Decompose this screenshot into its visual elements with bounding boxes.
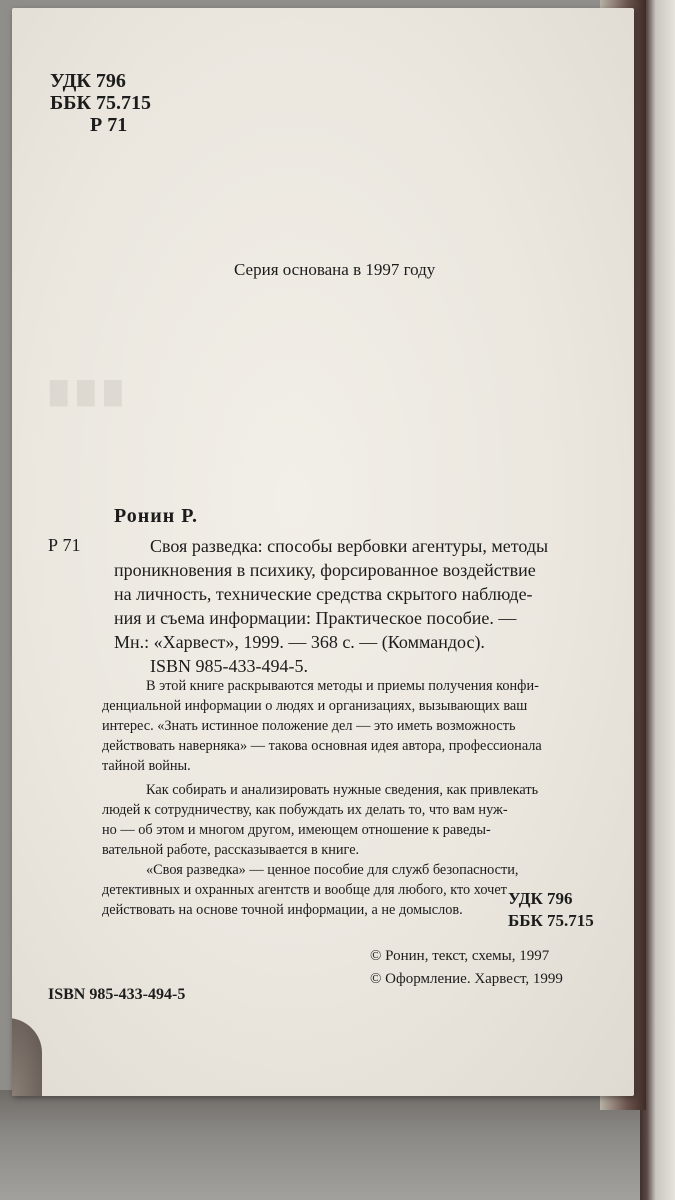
thumb xyxy=(12,1018,42,1096)
biblio-line: на личность, технические средства скрытого наблюде- xyxy=(114,584,533,604)
annotation-line: действовать на основе точной информации, а не домыслов. xyxy=(102,902,463,918)
annotation-line: детективных и охранных агентств и вообще для любого, кто хочет xyxy=(102,882,507,898)
biblio-line: ния и съема информации: Практическое пособие. — xyxy=(114,608,517,628)
copyright-design: © Оформление. Харвест, 1999 xyxy=(370,971,563,987)
copyright-text: © Ронин, текст, схемы, 1997 xyxy=(370,948,550,964)
isbn-line: ISBN 985-433-494-5. xyxy=(150,656,308,676)
book-page xyxy=(12,8,634,1096)
isbn-footer: ISBN 985-433-494-5 xyxy=(48,986,186,1003)
biblio-line: Мн.: «Харвест», 1999. — 368 с. — (Коммандос). xyxy=(114,632,485,652)
bbk-code: ББК 75.715 xyxy=(50,92,151,114)
udk-code-bottom: УДК 796 xyxy=(508,889,573,908)
udk-code: УДК 796 xyxy=(50,70,126,92)
annotation-line: интерес. «Знать истинное положение дел — это иметь возможность xyxy=(102,718,516,734)
annotation-line: В этой книге раскрываются методы и приемы получения конфи- xyxy=(146,678,539,694)
annotation-line: тайной войны. xyxy=(102,758,191,774)
bbk-code-bottom: ББК 75.715 xyxy=(508,911,594,930)
annotation-line: людей к сотрудничеству, как побуждать их делать то, что вам нуж- xyxy=(102,802,508,818)
bibliographic-code: Р 71 xyxy=(48,535,81,555)
biblio-line: проникновения в психику, форсированное воздействие xyxy=(114,560,536,580)
bibliographic-description xyxy=(114,534,549,678)
biblio-line: Своя разведка: способы вербовки агентуры, методы xyxy=(150,536,549,556)
author-mark: Р 71 xyxy=(90,114,128,136)
annotation-line: но — об этом и многом другом, имеющем отношение к раведы- xyxy=(102,822,491,838)
show-through-print: ⵈ xyxy=(42,302,135,492)
annotation-line: «Своя разведка» — ценное пособие для служб безопасности, xyxy=(146,862,519,878)
annotation-line: Как собирать и анализировать нужные сведения, как привлекать xyxy=(146,782,539,798)
annotation-line: денциальной информации о людях и организациях, вызывающих ваш xyxy=(102,698,528,714)
table-surface xyxy=(0,1090,675,1200)
annotation xyxy=(102,676,592,920)
series-note: Серия основана в 1997 году xyxy=(234,260,436,279)
author-heading: Ронин Р. xyxy=(114,505,199,527)
annotation-line: действовать наверняка» — такова основная идея автора, профессионала xyxy=(102,738,542,754)
annotation-line: вательной работе, рассказывается в книге. xyxy=(102,842,360,858)
